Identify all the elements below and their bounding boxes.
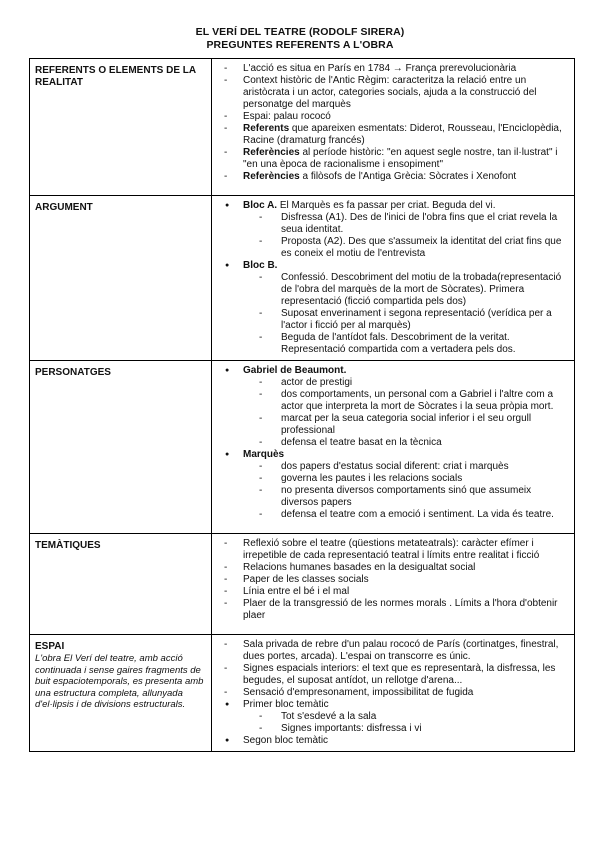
list-item: - L'acció es situa en París en 1784 → França prerevolucionària [218, 63, 568, 75]
list-item [218, 123, 568, 147]
list-item: - Proposta (A2). Des que s'assumeix la identitat del criat fins que es coneix el motiu de l'entrevista [243, 236, 568, 260]
list-item: - actor de prestigi [243, 377, 568, 389]
content-cell-espai [212, 635, 575, 752]
row-tematiques [30, 534, 575, 635]
label-personatges: PERSONATGES [35, 367, 111, 378]
label-cell-personatges [30, 361, 212, 534]
list-item: - Sensació d'empresonament, impossibilitat de fugida [218, 687, 568, 699]
list-item: - no presenta diversos comportaments sinó que assumeix diversos papers [243, 485, 568, 509]
label-cell-argument [30, 196, 212, 361]
list-item: - Beguda de l'antídot fals. Descobriment de la veritat. Representació compartida com a vertadera pels dos. [243, 332, 568, 356]
list-item: - dos papers d'estatus social diferent: criat i marquès [243, 461, 568, 473]
item-text: al període històric: "en aquest segle nostre, tan il·lustrat" i "en una època de racionalisme i ensopiment" [243, 147, 558, 170]
tematiques-list [218, 538, 568, 622]
character-marques [218, 449, 568, 521]
personatges-list [218, 365, 568, 521]
list-item: - Línia entre el bé i el mal [218, 586, 568, 598]
bold-term: Referències [243, 147, 300, 158]
gabriel-sublist [243, 377, 568, 449]
list-item: - Relacions humanes basades en la desigualtat social [218, 562, 568, 574]
espai-note: L'obra El Verí del teatre, amb acció continuada i sense gaires fragments de buit espaciotemporals, es presenta amb una estructura completa, allunyada d'el·lipsis i de divisions estructurals. [35, 653, 204, 710]
label-argument: ARGUMENT [35, 202, 93, 213]
bold-term: Referències [243, 171, 300, 182]
row-argument [30, 196, 575, 361]
row-referents [30, 59, 575, 196]
label-cell-espai [30, 635, 212, 752]
content-cell-argument [212, 196, 575, 361]
character-name: Gabriel de Beaumont. [243, 365, 347, 376]
label-espai: ESPAI [35, 641, 65, 652]
list-item [218, 171, 568, 183]
espai-blocs [218, 699, 568, 747]
row-personatges [30, 361, 575, 534]
bloc-b-sublist [243, 272, 568, 356]
item-text: que apareixen esmentats: Diderot, Rousseau, l'Enciclopèdia, Racine (dramaturg francés) [243, 123, 562, 146]
item-text: a filòsofs de l'Antiga Grècia: Sòcrates i Xenofont [299, 171, 517, 182]
marques-sublist [243, 461, 568, 521]
row-espai [30, 635, 575, 752]
list-item: - Tot s'esdevé a la sala [243, 711, 568, 723]
title-line-1: EL VERÍ DEL TEATRE (RODOLF SIRERA) [195, 26, 405, 38]
bloc-a [218, 200, 568, 260]
label-referents: REFERENTS O ELEMENTS DE LA REALITAT [35, 65, 196, 88]
document-title [0, 26, 600, 52]
bloc-b [218, 260, 568, 356]
label-cell-referents [30, 59, 212, 196]
character-gabriel [218, 365, 568, 449]
bold-term: Referents [243, 123, 290, 134]
primer-bloc [218, 699, 568, 735]
list-item: - Paper de les classes socials [218, 574, 568, 586]
label-cell-tematiques [30, 534, 212, 635]
segon-bloc: ● Segon bloc temàtic [218, 735, 568, 747]
content-cell-referents [212, 59, 575, 196]
list-item: - defensa el teatre com a emoció i sentiment. La vida és teatre. [243, 509, 568, 521]
espai-list [218, 639, 568, 699]
list-item: - Espai: palau rococó [218, 111, 568, 123]
bloc-a-text: El Marquès es fa passar per criat. Beguda del vi. [277, 200, 496, 211]
title-line-2: PREGUNTES REFERENTS A L'OBRA [206, 39, 394, 51]
list-item: - defensa el teatre basat en la tècnica [243, 437, 568, 449]
argument-list [218, 200, 568, 356]
list-item: - Signes espacials interiors: el text que es representarà, la disfressa, les begudes, el suposat antídot, un rellotge d'arena... [218, 663, 568, 687]
bloc-a-title: Bloc A. [243, 200, 278, 211]
list-item: - Reflexió sobre el teatre (qüestions metateatrals): caràcter efímer i irrepetible de cada representació teatral i límits entre realitat i ficció [218, 538, 568, 562]
list-item: - Suposat enverinament i segona representació (verídica per a l'actor i ficció per al marquès) [243, 308, 568, 332]
list-item: - Confessió. Descobriment del motiu de la trobada(representació de l'obra del marquès de la mort de Sòcrates). Primera representació (ficció compartida pels dos) [243, 272, 568, 308]
content-cell-tematiques [212, 534, 575, 635]
list-item [218, 147, 568, 171]
list-item: - Disfressa (A1). Des de l'inici de l'obra fins que el criat revela la seua identitat. [243, 212, 568, 236]
bloc-b-title: Bloc B. [243, 260, 278, 271]
label-tematiques: TEMÀTIQUES [35, 540, 101, 551]
content-cell-personatges [212, 361, 575, 534]
list-item: - governa les pautes i les relacions socials [243, 473, 568, 485]
bloc-a-sublist [243, 212, 568, 260]
primer-bloc-label: Primer bloc temàtic [243, 699, 329, 710]
referents-list [218, 63, 568, 183]
list-item: - marcat per la seua categoria social inferior i el seu orgull professional [243, 413, 568, 437]
primer-bloc-sublist [243, 711, 568, 735]
list-item: - dos comportaments, un personal com a Gabriel i l'altre com a actor que interpreta la mort de Sòcrates i la seua pròpia mort. [243, 389, 568, 413]
list-item: - Plaer de la transgressió de les normes morals . Límits a l'hora d'obtenir plaer [218, 598, 568, 622]
character-name: Marquès [243, 449, 285, 460]
list-item: - Sala privada de rebre d'un palau rococó de París (cortinatges, finestral, dues portes, arcada). L'espai on transcorre es únic. [218, 639, 568, 663]
list-item: - Signes importants: disfressa i vi [243, 723, 568, 735]
questions-table [29, 58, 575, 752]
list-item: - Context històric de l'Antic Règim: caracteritza la relació entre un aristòcrata i un actor, categories socials, ajuda a la construcció del personatge del marquès [218, 75, 568, 111]
